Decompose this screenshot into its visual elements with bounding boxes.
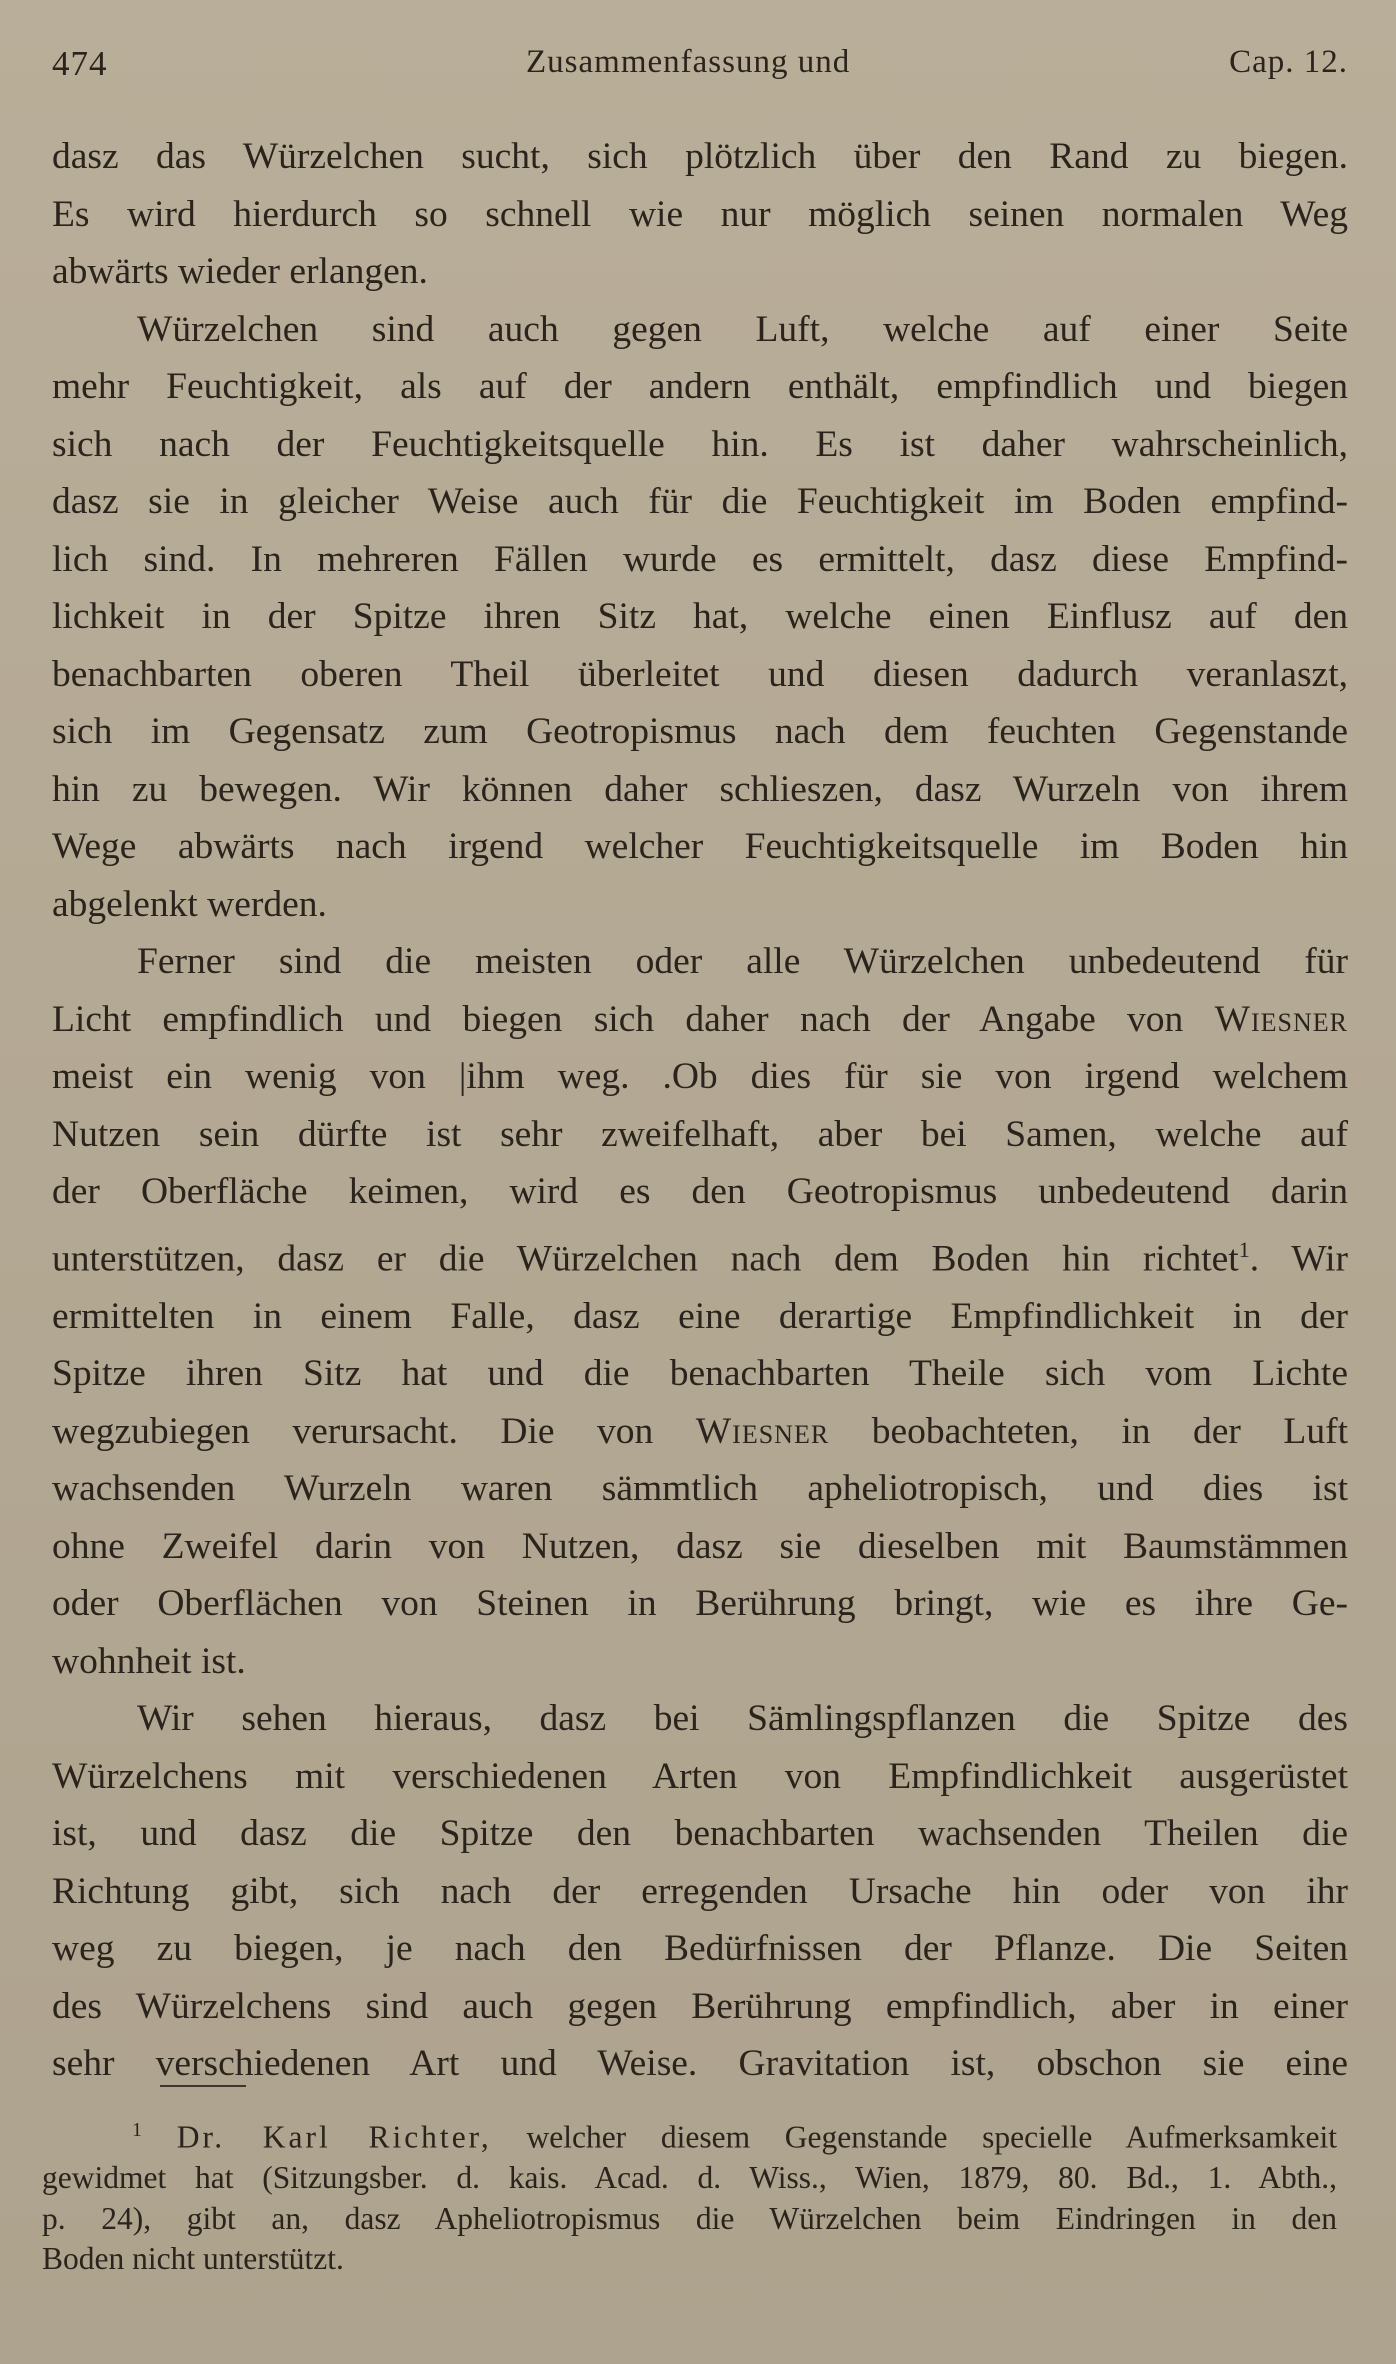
text-line: Nutzen sein dürfte ist sehr zweifelhaft, aber bei Samen, welche auf	[52, 1113, 1348, 1155]
footnote-reference: 1	[1238, 1236, 1250, 1262]
text-line: sich nach der Feuchtigkeitsquelle hin. Es ist daher wahrscheinlich,	[52, 423, 1348, 465]
text-segment: . Wir	[1249, 1238, 1349, 1279]
text-line: benachbarten oberen Theil überleitet und diesen dadurch veranlaszt,	[52, 653, 1348, 695]
footnote-line: Boden nicht unterstützt.	[42, 2241, 344, 2276]
text-segment: wegzubiegen verursacht. Die von	[52, 1410, 654, 1452]
text-line: Richtung gibt, sich nach der erregenden Ursache hin oder von ihr	[52, 1870, 1348, 1912]
text-line	[52, 991, 1348, 1049]
text-line: mehr Feuchtigkeit, als auf der andern enthält, empfindlich und biegen	[52, 366, 1348, 407]
footnote-marker: 1	[132, 2119, 142, 2141]
text-line: sich im Gegensatz zum Geotropismus nach dem feuchten Gegenstande	[52, 711, 1348, 752]
author-name: Wiesner	[695, 1410, 830, 1452]
text-line: weg zu biegen, je nach den Bedürfnissen der Pflanze. Die Seiten	[52, 1928, 1348, 1969]
page-number: 474	[52, 44, 108, 83]
page-header	[52, 44, 1348, 88]
text-segment: welcher diesem Gegenstande specielle Aufmerksamkeit	[526, 2119, 1338, 2155]
footnote-line	[42, 2110, 1337, 2158]
text-line: des Würzelchens sind auch gegen Berührung empfindlich, aber in einer	[52, 1985, 1348, 2027]
text-line: wachsenden Wurzeln waren sämmtlich apheliotropisch, und dies ist	[52, 1468, 1348, 1509]
body-text	[52, 128, 1348, 2093]
text-line: lich sind. In mehreren Fällen wurde es ermittelt, dasz diese Empfind-	[52, 538, 1348, 580]
text-line: ohne Zweifel darin von Nutzen, dasz sie dieselben mit Baumstämmen	[52, 1525, 1348, 1567]
text-line: Es wird hierdurch so schnell wie nur möglich seinen normalen Weg	[52, 193, 1348, 235]
text-line: Spitze ihren Sitz hat und die benachbarten Theile sich vom Lichte	[52, 1353, 1348, 1394]
text-segment: Licht empfindlich und biegen sich daher nach der Angabe von	[52, 998, 1184, 1040]
text-line: meist ein wenig von |ihm weg. .Ob dies für sie von irgend welchem	[52, 1056, 1348, 1097]
chapter-label: Cap. 12.	[1229, 44, 1348, 80]
text-line: Wege abwärts nach irgend welcher Feuchtigkeitsquelle im Boden hin	[52, 826, 1348, 867]
footnote	[42, 2110, 1337, 2280]
text-line: dasz sie in gleicher Weise auch für die Feuchtigkeit im Boden empfind-	[52, 481, 1348, 522]
text-line: ist, und dasz die Spitze den benachbarten wachsenden Theilen die	[52, 1813, 1348, 1854]
text-line: Ferner sind die meisten oder alle Würzelchen unbedeutend für	[137, 941, 1348, 982]
text-line	[52, 1403, 1348, 1461]
footnote-divider	[160, 2085, 246, 2087]
text-line: der Oberfläche keimen, wird es den Geotropismus unbedeutend darin	[52, 1171, 1348, 1212]
text-segment: unterstützen, dasz er die Würzelchen nach dem Boden hin richtet	[52, 1238, 1239, 1279]
text-line: abgelenkt werden.	[52, 883, 327, 925]
footnote-line: p. 24), gibt an, dasz Apheliotropismus die Würzelchen beim Eindringen in den	[42, 2200, 1337, 2236]
footnote-author: Dr. Karl Richter,	[176, 2119, 492, 2155]
text-segment: beobachteten, in der Luft	[871, 1410, 1348, 1452]
text-line: abwärts wieder erlangen.	[52, 251, 428, 292]
author-name: Wiesner	[1214, 998, 1349, 1040]
text-line: hin zu bewegen. Wir können daher schlieszen, dasz Wurzeln von ihrem	[52, 768, 1348, 810]
footnote-line: gewidmet hat (Sitzungsber. d. kais. Acad. d. Wiss., Wien, 1879, 80. Bd., 1. Abth.,	[42, 2160, 1337, 2195]
text-line	[52, 1221, 1348, 1288]
text-line: ermittelten in einem Falle, dasz eine derartige Empfindlichkeit in der	[52, 1295, 1348, 1337]
text-line: dasz das Würzelchen sucht, sich plötzlich über den Rand zu biegen.	[52, 136, 1348, 177]
running-title: Zusammenfassung und	[526, 44, 851, 80]
text-line: Würzelchens mit verschiedenen Arten von Empfindlichkeit ausgerüstet	[52, 1755, 1348, 1797]
text-line: Würzelchen sind auch gegen Luft, welche auf einer Seite	[137, 308, 1348, 350]
text-line: sehr verschiedenen Art und Weise. Gravitation ist, obschon sie eine	[52, 2043, 1348, 2084]
text-line: lichkeit in der Spitze ihren Sitz hat, welche einen Einflusz auf den	[52, 596, 1348, 637]
text-line: oder Oberflächen von Steinen in Berührung bringt, wie es ihre Ge-	[52, 1583, 1348, 1624]
text-line: Wir sehen hieraus, dasz bei Sämlingspflanzen die Spitze des	[137, 1698, 1348, 1739]
text-line: wohnheit ist.	[52, 1640, 246, 1682]
